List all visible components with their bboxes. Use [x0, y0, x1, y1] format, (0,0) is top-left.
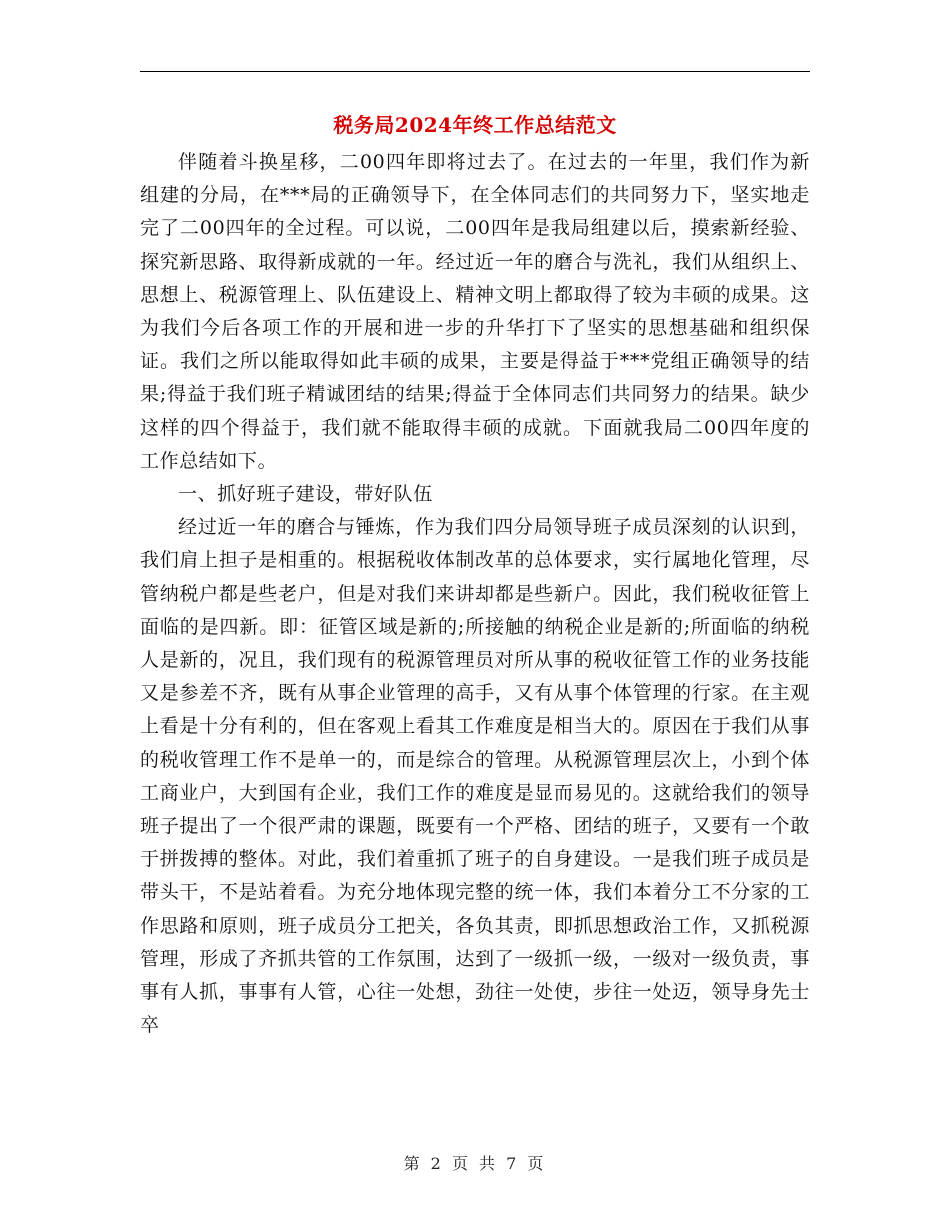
intro-paragraph: 伴随着斗换星移，二00四年即将过去了。在过去的一年里，我们作为新组建的分局，在***局的正确领导下，在全体同志们的共同努力下，坚实地走完了二00四年的全过程。可以说，二00四年是我局组建以后，摸索新经验、探究新思路、取得新成就的一年。经过近一年的磨合与洗礼，我们从组织上、思想上、税源管理上、队伍建设上、精神文明上都取得了较为丰硕的成果。这为我们今后各项工作的开展和进一步的升华打下了坚实的思想基础和组织保证。我们之所以能取得如此丰硕的成果，主要是得益于***党组正确领导的结果;得益于我们班子精诚团结的结果;得益于全体同志们共同努力的结果。缺少这样的四个得益于，我们就不能取得丰硕的成就。下面就我局二00四年度的工作总结如下。	[140, 151, 810, 472]
document-title: 税务局2024年终工作总结范文	[333, 113, 617, 137]
header-rule	[140, 71, 810, 72]
section-heading: 一、抓好班子建设，带好队伍	[178, 483, 433, 506]
page-number: 第 2 页 共 7 页	[403, 1154, 547, 1173]
section-paragraph: 经过近一年的磨合与锤炼，作为我们四分局领导班子成员深刻的认识到，我们肩上担子是相重的。根据税收体制改革的总体要求，实行属地化管理，尽管纳税户都是些老户，但是对我们来讲却都是些新户。因此，我们税收征管上面临的是四新。即：征管区域是新的;所接触的纳税企业是新的;所面临的纳税人是新的，况且，我们现有的税源管理员对所从事的税收征管工作的业务技能又是参差不齐，既有从事企业管理的高手，又有从事个体管理的行家。在主观上看是十分有利的，但在客观上看其工作难度是相当大的。原因在于我们从事的税收管理工作不是单一的，而是综合的管理。从税源管理层次上，小到个体工商业户，大到国有企业，我们工作的难度是显而易见的。这就给我们的领导班子提出了一个很严肃的课题，既要有一个严格、团结的班子，又要有一个敢于拼拨搏的整体。对此，我们着重抓了班子的自身建设。一是我们班子成员是带头干，不是站着看。为充分地体现完整的统一体，我们本着分工不分家的工作思路和原则，班子成员分工把关，各负其责，即抓思想政治工作，又抓税源管理，形成了齐抓共管的工作氛围，达到了一级抓一级，一级对一级负责，事事有人抓，事事有人管，心往一处想，劲往一处使，步往一处迈，领导身先士卒	[140, 516, 810, 1037]
document-body	[140, 146, 810, 1042]
